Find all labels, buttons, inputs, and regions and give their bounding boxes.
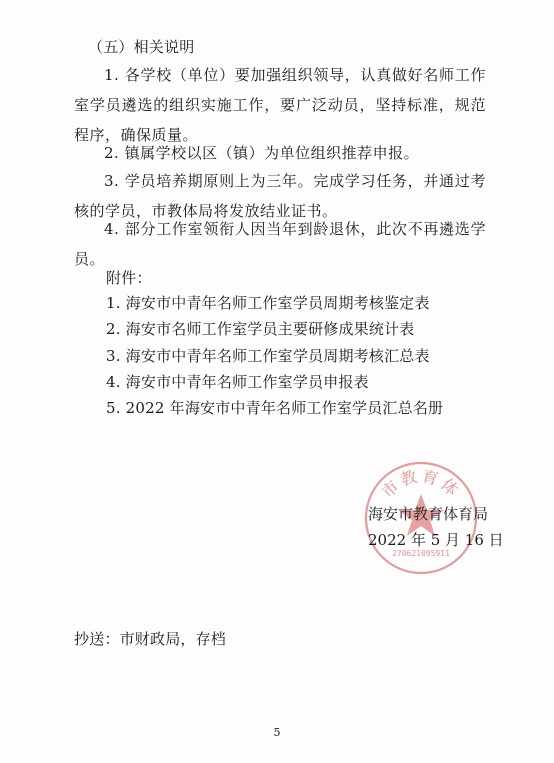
item-1: 1. 各学校（单位）要加强组织领导，认真做好名师工作室学员遴选的组织实施工作，要广泛动员，坚持标准，规范程序，确保质量。 <box>74 66 486 144</box>
seal-text: 市教育体 <box>377 466 465 502</box>
attachments-label: 附件： <box>106 269 152 287</box>
item-2: 2. 镇属学校以区（镇）为单位组织推荐申报。 <box>104 144 420 162</box>
attachment-item: 3. 海安市中青年名师工作室学员周期考核汇总表 <box>106 347 430 365</box>
attachment-item: 2. 海安市名师工作室学员主要研修成果统计表 <box>106 320 415 338</box>
item-4: 4. 部分工作室领衔人因当年到龄退休，此次不再遴选学员。 <box>74 220 486 268</box>
seal-code: 2706210959I1 <box>392 549 450 558</box>
attachment-item: 5. 2022 年海安市中青年名师工作室学员汇总名册 <box>106 399 444 417</box>
attachment-item: 4. 海安市中青年名师工作室学员申报表 <box>106 373 369 391</box>
attachment-item: 1. 海安市中青年名师工作室学员周期考核鉴定表 <box>106 294 430 312</box>
cc-line: 抄送：市财政局，存档 <box>74 630 227 648</box>
issuing-org: 海安市教育体育局 <box>368 505 489 523</box>
section-heading: （五）相关说明 <box>88 38 195 56</box>
page-number: 5 <box>273 726 281 739</box>
item-3: 3. 学员培养期原则上为三年。完成学习任务，并通过考核的学员，市教体局将发放结业证书。 <box>74 172 486 220</box>
issue-date: 2022 年 5 月 16 日 <box>368 531 504 549</box>
